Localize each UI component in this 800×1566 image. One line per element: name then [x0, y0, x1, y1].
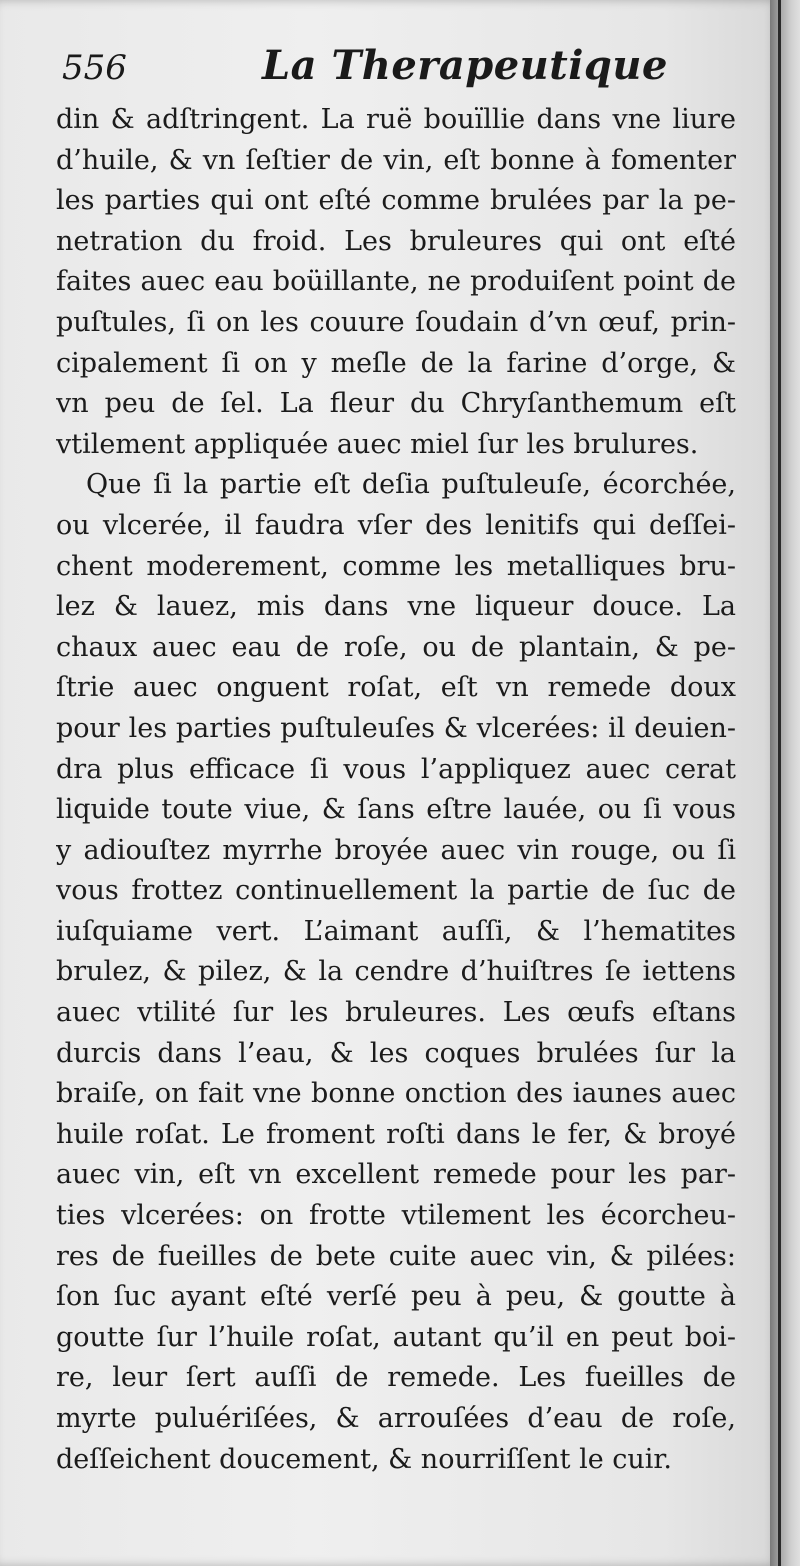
text-line: vn peu de ſel. La fleur du Chryſanthemum eſt	[56, 388, 736, 420]
text-line: vous frottez continuellement la partie de ſuc de	[56, 875, 736, 907]
text-line: braiſe, on fait vne bonne onction des iaunes auec	[56, 1078, 736, 1110]
page-edge-shadow	[778, 0, 781, 1566]
text-line: chaux auec eau de roſe, ou de plantain, & pe-	[56, 631, 736, 663]
paragraph-start-line: Que ſi la partie eſt deſia puſtuleuſe, écorchée,	[86, 469, 736, 501]
text-line: ties vlcerées: on frotte vtilement les écorcheu-	[56, 1200, 736, 1232]
text-line: ou vlcerée, il faudra vſer des lenitifs qui deſſei-	[56, 509, 736, 541]
text-line: les parties qui ont eſté comme brulées par la pe-	[56, 185, 736, 217]
text-line: netration du froid. Les bruleures qui ont eſté	[56, 225, 736, 257]
text-line: auec vtilité ſur les bruleures. Les œufs eſtans	[56, 997, 736, 1029]
text-line: huile roſat. Le froment roſti dans le fer, & broyé	[56, 1118, 736, 1150]
book-spine-edge	[770, 0, 800, 1566]
text-line: cipalement ſi on y meſle de la farine d’orge, &	[56, 347, 736, 379]
text-line: d’huile, & vn ſeſtier de vin, eſt bonne à fomenter	[56, 144, 736, 176]
text-line: puſtules, ſi on les couure ſoudain d’vn œuf, prin-	[56, 306, 736, 338]
text-line: ſon ſuc ayant eſté verſé peu à peu, & goutte à	[56, 1281, 736, 1313]
text-line: faites auec eau boüillante, ne produiſent point de	[56, 266, 736, 298]
running-title: La Therapeutique	[262, 42, 668, 89]
text-line: pour les parties puſtuleuſes & vlcerées: il deuien-	[56, 712, 736, 744]
text-line: durcis dans l’eau, & les coques brulées ſur la	[56, 1037, 736, 1069]
text-line: brulez, & pilez, & la cendre d’huiſtres ſe iettens	[56, 956, 736, 988]
body-text	[56, 100, 736, 1480]
text-line: res de fueilles de bete cuite auec vin, & pilées:	[56, 1240, 736, 1272]
text-line: vtilement appliquée auec miel ſur les brulures.	[56, 428, 699, 460]
text-line: din & adſtringent. La ruë bouïllie dans vne liure	[56, 104, 736, 135]
text-line: myrte puluériſées, & arrouſées d’eau de roſe,	[56, 1403, 736, 1434]
text-line: ſtrie auec onguent roſat, eſt vn remede doux	[56, 672, 736, 704]
text-line: auec vin, eſt vn excellent remede pour les par-	[56, 1159, 736, 1191]
text-line: deſſeichent doucement, & nourriſſent le cuir.	[56, 1443, 672, 1475]
text-line: liquide toute viue, & ſans eſtre lauée, ou ſi vous	[56, 794, 736, 826]
text-line: iuſquiame vert. L’aimant auſſi, & l’hematites	[56, 915, 736, 947]
page-number: 556	[62, 48, 127, 88]
text-line: chent moderement, comme les metalliques bru-	[56, 550, 736, 582]
text-line: goutte ſur l’huile roſat, autant qu’il en peut boi-	[56, 1321, 736, 1353]
text-line: re, leur ſert auſſi de remede. Les fueilles de	[56, 1362, 736, 1394]
text-line: lez & lauez, mis dans vne liqueur douce. La	[56, 591, 736, 623]
text-line: dra plus efficace ſi vous l’appliquez auec cerat	[56, 753, 736, 785]
page-header	[62, 42, 742, 102]
text-line: y adiouſtez myrrhe broyée auec vin rouge, ou ſi	[56, 834, 736, 866]
